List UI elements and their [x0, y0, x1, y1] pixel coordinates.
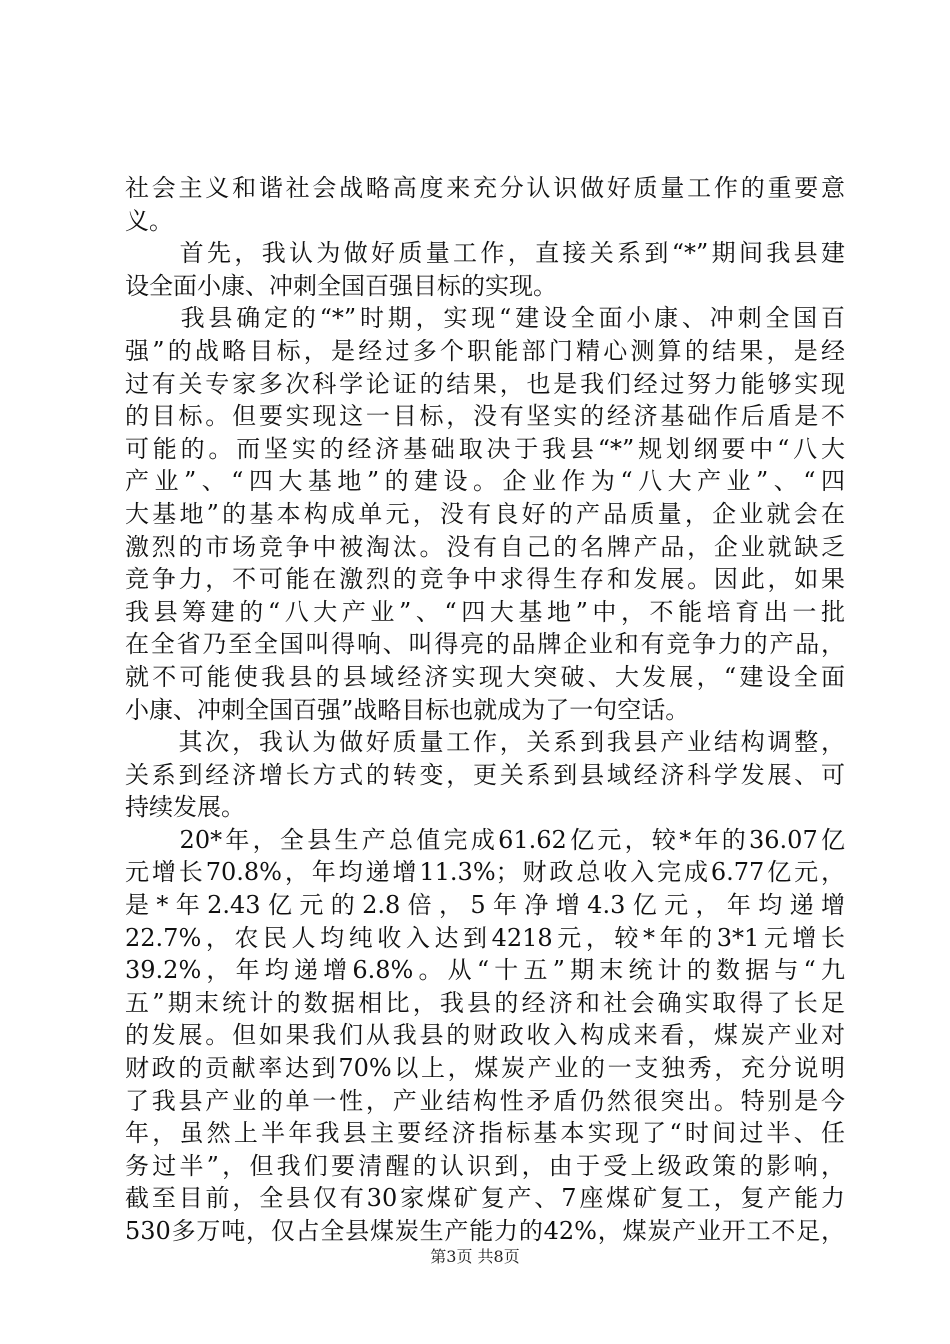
text-line: 小康、冲刺全国百强”战略目标也就成为了一句空话。	[125, 695, 690, 724]
text-line: 年，虽然上半年我县主要经济指标基本实现了“时间过半、任	[125, 1119, 845, 1148]
text-line: 社会主义和谐社会战略高度来充分认识做好质量工作的重要意	[125, 174, 845, 202]
text-line: 五”期末统计的数据相比，我县的经济和社会确实取得了长足	[125, 988, 845, 1017]
text-line: 在全省乃至全国叫得响、叫得亮的品牌企业和有竞争力的产品，	[125, 630, 845, 659]
page-footer: 第3页 共8页	[430, 1247, 520, 1266]
text-line: 就不可能使我县的县域经济实现大突破、大发展，“建设全面	[125, 662, 845, 691]
text-line: 是*年2.43亿元的2.8倍，5年净增4.3亿元，年均递增	[125, 891, 845, 920]
text-line: 截至目前，全县仅有30家煤矿复产、7座煤矿复工，复产能力	[125, 1184, 845, 1213]
text-line: 产业”、“四大基地”的建设。企业作为“八大产业”、“四	[125, 467, 845, 496]
text-line: 义。	[125, 206, 173, 235]
text-line: 可能的。而坚实的经济基础取决于我县“*”规划纲要中“八大	[125, 434, 845, 463]
text-line: 元增长70.8%，年均递增11.3%；财政总收入完成6.77亿元，	[125, 858, 845, 887]
text-line: 我县确定的“*”时期，实现“建设全面小康、冲刺全国百	[125, 304, 845, 333]
text-line: 了我县产业的单一性，产业结构性矛盾仍然很突出。特别是今	[125, 1086, 845, 1115]
text-line: 我县筹建的“八大产业”、“四大基地”中，不能培育出一批	[125, 597, 845, 626]
text-line: 财政的贡献率达到70%以上，煤炭产业的一支独秀，充分说明	[125, 1054, 845, 1083]
text-line: 530多万吨，仅占全县煤炭生产能力的42%，煤炭产业开工不足，	[125, 1217, 845, 1245]
body-text	[125, 172, 845, 1248]
text-line: 首先，我认为做好质量工作，直接关系到“*”期间我县建	[125, 239, 845, 268]
text-line: 其次，我认为做好质量工作，关系到我县产业结构调整，	[125, 728, 845, 757]
text-line: 持续发展。	[125, 793, 245, 822]
text-line: 务过半”，但我们要清醒的认识到，由于受上级政策的影响，	[125, 1151, 845, 1180]
text-line: 过有关专家多次科学论证的结果，也是我们经过努力能够实现	[125, 369, 845, 398]
text-line: 关系到经济增长方式的转变，更关系到县域经济科学发展、可	[125, 760, 845, 789]
text-line: 激烈的市场竞争中被淘汰。没有自己的名牌产品，企业就缺乏	[125, 532, 845, 561]
text-line: 强”的战略目标，是经过多个职能部门精心测算的结果，是经	[125, 336, 845, 365]
text-line: 设全面小康、冲刺全国百强目标的实现。	[125, 271, 557, 300]
text-line: 39.2%，年均递增6.8%。从“十五”期末统计的数据与“九	[125, 956, 845, 985]
text-line: 大基地”的基本构成单元，没有良好的产品质量，企业就会在	[125, 499, 845, 528]
text-line: 20*年，全县生产总值完成61.62亿元，较*年的36.07亿	[125, 825, 845, 854]
text-line: 竞争力，不可能在激烈的竞争中求得生存和发展。因此，如果	[125, 565, 845, 594]
text-line: 的发展。但如果我们从我县的财政收入构成来看，煤炭产业对	[125, 1021, 845, 1050]
text-line: 的目标。但要实现这一目标，没有坚实的经济基础作后盾是不	[125, 402, 845, 431]
text-line: 22.7%，农民人均纯收入达到4218元，较*年的3*1元增长	[125, 923, 845, 952]
